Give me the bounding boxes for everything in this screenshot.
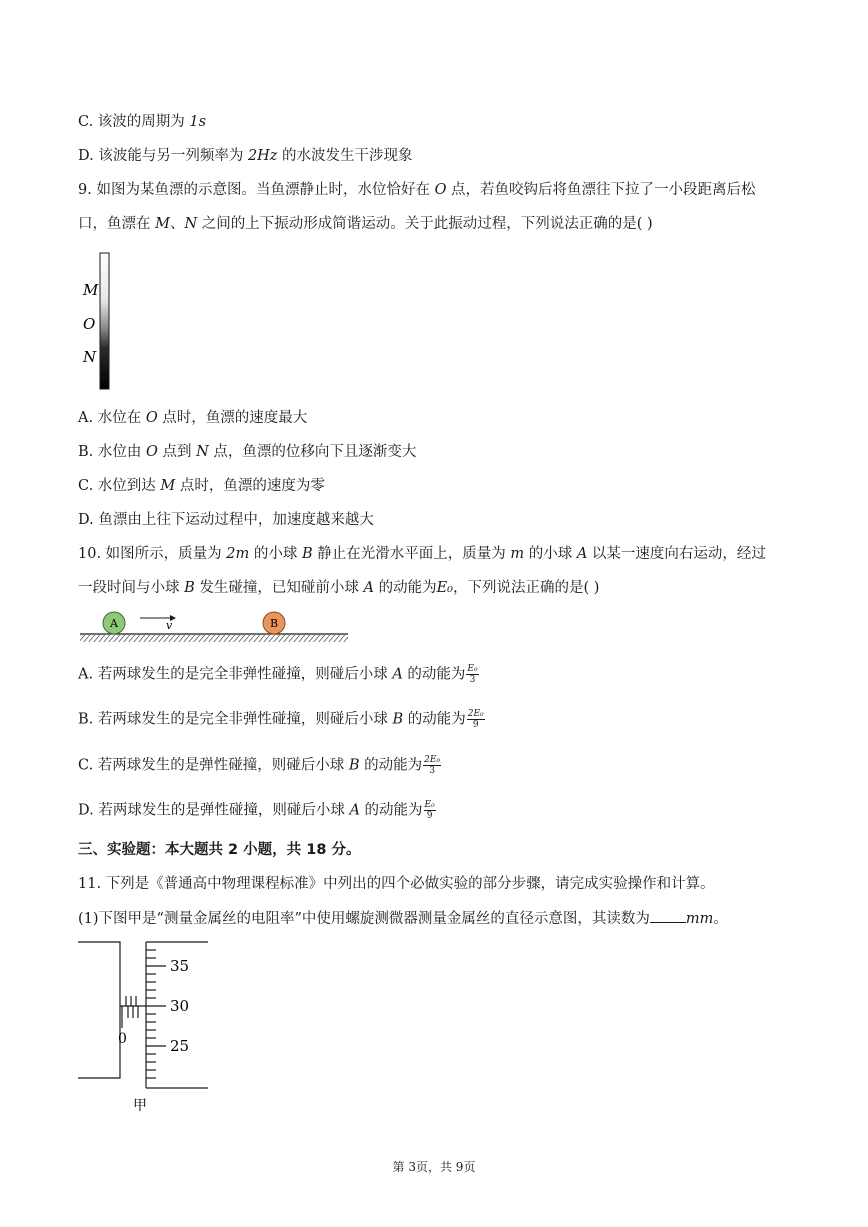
q8-option-c: [78, 112, 206, 132]
q9-point-m: M: [155, 216, 170, 232]
option-var: A: [392, 666, 403, 683]
q8-period-value: 1s: [189, 114, 207, 130]
micrometer-figure: [78, 938, 218, 1118]
option-var: B: [348, 757, 360, 774]
q10-ball-a: A: [363, 580, 374, 596]
float-label-m: M: [83, 281, 99, 299]
q10-stem-text: ，下列说法正确的是( ): [452, 580, 600, 596]
q9-stem-text: 、: [169, 216, 185, 232]
option-text: 的动能为: [359, 802, 423, 819]
q8-option-c-prefix: C. 该波的周期为: [78, 114, 190, 130]
option-var: B: [392, 711, 404, 728]
fraction: [466, 664, 478, 685]
velocity-label: v: [166, 619, 173, 632]
figure-caption: 甲: [133, 1098, 147, 1114]
option-text: 点时，鱼漂的速度为零: [175, 478, 325, 494]
q10-option-a: [78, 664, 479, 685]
q11-stem: 11. 下列是《普通高中物理课程标准》中列出的四个必做实验的部分步骤，请完成实验操作和计算。: [78, 876, 715, 892]
q10-ball-b: B: [184, 580, 195, 596]
thimble-label-25: 25: [170, 1037, 190, 1055]
fraction-denominator: 9: [426, 811, 433, 821]
option-var: A: [349, 802, 360, 819]
fraction-numerator: 2E₀: [467, 709, 484, 719]
q9-point-n: N: [184, 216, 198, 232]
float-label-n: N: [83, 348, 97, 366]
fraction-denominator: 3: [469, 675, 476, 685]
option-var: M: [160, 478, 176, 494]
fraction-numerator: 2E₀: [424, 755, 441, 765]
fraction-numerator: E₀: [467, 664, 478, 674]
fishing-float-body: [100, 253, 109, 389]
collision-figure: [78, 607, 353, 647]
q10-kinetic-energy: E₀: [436, 580, 453, 596]
fraction-denominator: 3: [429, 766, 435, 776]
ground-hatching: [80, 635, 348, 642]
q10-option-c: [78, 755, 441, 776]
q10-stem-text: 以某一速度向右运动，经过: [587, 546, 766, 562]
option-text: A. 若两球发生的是完全非弹性碰撞，则碰后小球: [78, 666, 393, 683]
q10-stem-line1: [78, 544, 766, 564]
option-var: O: [145, 410, 158, 426]
option-text: D. 若两球发生的是弹性碰撞，则碰后小球: [78, 802, 350, 819]
q11-part1-text: (1)下图甲是“测量金属丝的电阻率”中使用螺旋测微器测量金属丝的直径示意图，其读数为: [78, 911, 650, 927]
q10-stem-line2: [78, 578, 599, 598]
page-footer: 第 3页，共 9页: [392, 1160, 476, 1174]
q10-stem-text: 的小球: [249, 546, 302, 562]
option-text: 的动能为: [402, 666, 466, 683]
option-text: 点时，鱼漂的速度最大: [157, 410, 308, 426]
option-text: 点，鱼漂的位移向下且逐渐变大: [208, 444, 417, 460]
q10-stem-text: 发生碰撞，已知碰前小球: [194, 580, 364, 596]
option-text: C. 若两球发生的是弹性碰撞，则碰后小球: [78, 757, 349, 774]
micrometer-frame: [78, 942, 120, 1078]
ball-b-label: B: [269, 617, 279, 630]
fraction: [423, 755, 441, 776]
q8-option-d-suffix: 的水波发生干涉现象: [277, 148, 413, 164]
q9-option-a: [78, 408, 307, 428]
q9-stem-line2: [78, 214, 653, 234]
q11-part1-text: 。: [713, 911, 728, 927]
q9-option-c: [78, 476, 325, 496]
option-text: 的动能为: [403, 711, 466, 728]
q10-option-d: [78, 800, 436, 821]
option-text: C. 水位到达: [78, 478, 161, 494]
q9-stem-text: 9. 如图为某鱼漂的示意图。当鱼漂静止时，水位恰好在: [78, 182, 435, 198]
q8-option-d: [78, 146, 413, 166]
fraction: [467, 709, 485, 730]
q11-unit: mm: [685, 911, 714, 927]
q8-frequency-value: 2Hz: [247, 148, 278, 164]
fraction-denominator: 9: [472, 720, 479, 730]
option-text: B. 水位由: [78, 444, 146, 460]
option-text: A. 水位在: [78, 410, 146, 426]
q9-stem-line1: [78, 180, 756, 200]
option-var: N: [196, 444, 209, 460]
q10-stem-text: 的动能为: [373, 580, 437, 596]
option-text: 点到: [157, 444, 197, 460]
q9-option-b: [78, 442, 416, 462]
q10-ball-b: B: [301, 546, 313, 562]
q9-stem-text: 之间的上下振动形成简谐运动。关于此振动过程，下列说法正确的是( ): [197, 216, 653, 232]
q9-option-d: [78, 510, 374, 530]
q11-part1: [78, 908, 728, 929]
option-text: 的动能为: [359, 757, 423, 774]
q9-stem-text: 点，若鱼咬钩后将鱼漂往下拉了一小段距离后松: [446, 182, 756, 198]
q10-stem-text: 一段时间与小球: [78, 580, 185, 596]
q10-stem-text: 静止在光滑水平面上，质量为: [312, 546, 511, 562]
option-text: D. 鱼漂由上往下运动过程中，加速度越来越大: [78, 512, 374, 528]
q10-stem-text: 10. 如图所示，质量为: [78, 546, 227, 562]
thimble-label-35: 35: [170, 957, 190, 975]
sleeve-label-zero: 0: [118, 1031, 127, 1047]
q9-point-o: O: [434, 182, 447, 198]
ball-a-label: A: [110, 617, 118, 630]
q10-option-b: [78, 709, 485, 730]
float-label-o: O: [83, 315, 96, 333]
q10-mass-b: 2m: [226, 546, 250, 562]
option-var: O: [145, 444, 158, 460]
section-heading: 三、实验题：本大题共 2 小题，共 18 分。: [78, 842, 361, 858]
q8-option-d-prefix: D. 该波能与另一列频率为: [78, 148, 248, 164]
fraction: [424, 800, 436, 821]
fraction-numerator: E₀: [424, 800, 435, 810]
thimble-label-30: 30: [170, 997, 190, 1015]
q9-stem-text: 口，鱼漂在: [78, 216, 156, 232]
q10-mass-a: m: [510, 546, 525, 562]
q10-ball-a: A: [576, 546, 588, 562]
answer-blank[interactable]: [650, 908, 686, 923]
q10-stem-text: 的小球: [524, 546, 577, 562]
option-text: B. 若两球发生的是完全非弹性碰撞，则碰后小球: [78, 711, 393, 728]
fishing-float-figure: [78, 250, 138, 395]
